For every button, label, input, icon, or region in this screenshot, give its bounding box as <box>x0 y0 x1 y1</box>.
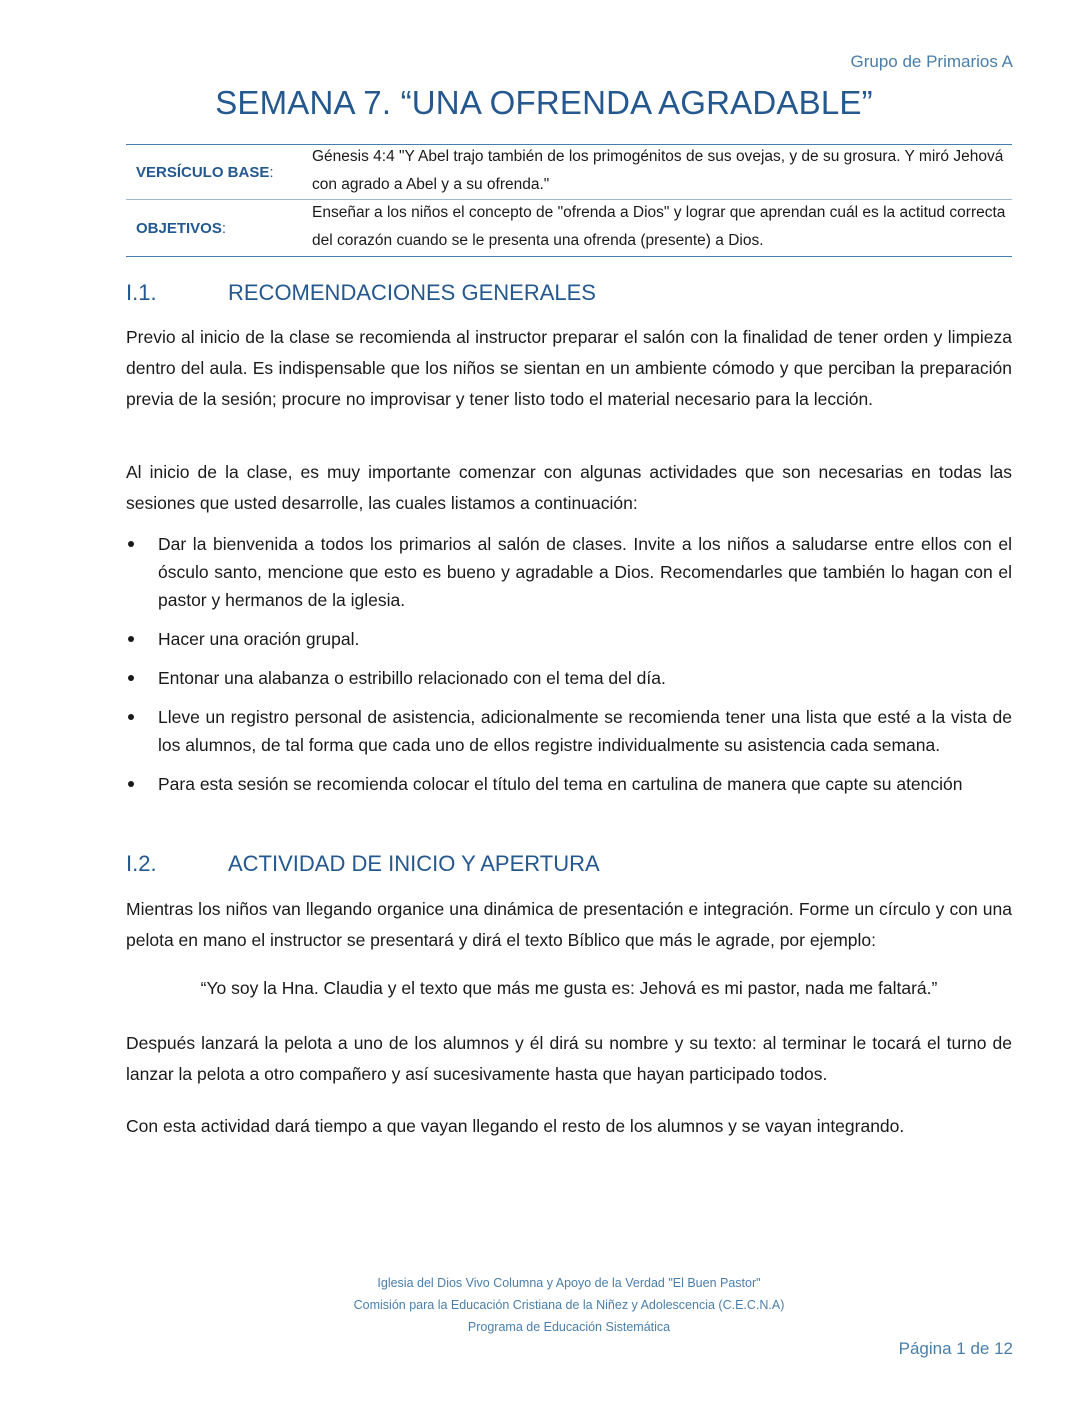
header-group-label: Grupo de Primarios A <box>850 52 1013 71</box>
recommendations-list <box>126 530 1012 809</box>
footer-line: Comisión para la Educación Cristiana de la Niñez y Adolescencia (C.E.C.N.A) <box>353 1298 785 1312</box>
bullet-icon <box>128 714 134 720</box>
list-item-text: Hacer una oración grupal. <box>158 629 360 649</box>
list-item-text: Lleve un registro personal de asistencia, adicionalmente se recomienda tener una lista que esté a la vista de los alumnos, de tal forma que cada uno de ellos registre individualmente su asistencia cada semana. <box>158 707 1012 755</box>
objectives-label: OBJETIVOS <box>136 219 222 237</box>
footer-line: Iglesia del Dios Vivo Columna y Apoyo de la Verdad "El Buen Pastor" <box>377 1276 761 1290</box>
section-heading-1 <box>126 280 596 306</box>
verse-label-colon: : <box>269 163 274 181</box>
objectives-label-colon: : <box>221 219 227 237</box>
bullet-icon <box>128 541 134 547</box>
bullet-icon <box>128 636 134 642</box>
list-item <box>126 664 1012 692</box>
section-heading-2 <box>126 851 600 877</box>
list-item-text: Para esta sesión se recomienda colocar el título del tema en cartulina de manera que capte su atención <box>158 774 963 794</box>
list-item <box>126 530 1012 614</box>
paragraph: Mientras los niños van llegando organice una dinámica de presentación e integración. Forme un círculo y con una pelota en mano el instructor se presentará y dirá el texto Bíblico que más le agrade, por ejemplo: <box>126 899 1012 950</box>
footer-line: Programa de Educación Sistemática <box>467 1320 671 1334</box>
verse-text: Génesis 4:4 "Y Abel trajo también de los primogénitos de sus ovejas, y de su grosura. Y miró Jehová con agrado a Abel y a su ofrenda." <box>312 148 1004 193</box>
objectives-label-cell <box>126 220 304 237</box>
verse-row <box>126 145 1012 199</box>
section-number: I.1. <box>126 280 157 305</box>
paragraph: Después lanzará la pelota a uno de los alumnos y él dirá su nombre y su texto: al terminar le tocará el turno de lanzar la pelota a otro compañero y así sucesivamente hasta que hayan participado todos. <box>126 1033 1012 1084</box>
list-item <box>126 703 1012 759</box>
objectives-text: Enseñar a los niños el concepto de "ofrenda a Dios" y lograr que aprendan cuál es la actitud correcta del corazón cuando se le presenta una ofrenda (presente) a Dios. <box>312 204 1006 249</box>
section-title: RECOMENDACIONES GENERALES <box>228 280 596 305</box>
verse-label-cell <box>126 164 304 181</box>
paragraph: Con esta actividad dará tiempo a que vayan llegando el resto de los alumnos y se vayan integrando. <box>126 1116 905 1136</box>
footer <box>0 1272 1088 1338</box>
paragraph: Previo al inicio de la clase se recomienda al instructor preparar el salón con la finalidad de tener orden y limpieza dentro del aula. Es indispensable que los niños se sientan en un ambiente cómodo y que perciban la preparación previa de la sesión; procure no improvisar y tener listo todo el material necesario para la lección. <box>126 327 1012 409</box>
list-item-text: Entonar una alabanza o estribillo relacionado con el tema del día. <box>158 668 666 688</box>
objectives-row <box>126 199 1012 256</box>
info-table <box>126 144 1012 257</box>
list-item-text: Dar la bienvenida a todos los primarios al salón de clases. Invite a los niños a saludarse entre ellos con el ósculo santo, mencione que esto es bueno y agradable a Dios. Recomendarles que también lo hagan con el pastor y hermanos de la iglesia. <box>158 534 1012 610</box>
section-number: I.2. <box>126 851 157 876</box>
verse-label: VERSÍCULO BASE <box>136 163 270 181</box>
page-title: SEMANA 7. “UNA OFRENDA AGRADABLE” <box>215 84 873 121</box>
section-title: ACTIVIDAD DE INICIO Y APERTURA <box>228 851 600 876</box>
list-item <box>126 770 1012 798</box>
paragraph: Al inicio de la clase, es muy importante comenzar con algunas actividades que son necesarias en todas las sesiones que usted desarrolle, las cuales listamos a continuación: <box>126 462 1012 513</box>
example-quote: “Yo soy la Hna. Claudia y el texto que más me gusta es: Jehová es mi pastor, nada me faltará.” <box>200 978 938 998</box>
list-item <box>126 625 1012 653</box>
bullet-icon <box>128 781 134 787</box>
bullet-icon <box>128 675 134 681</box>
page-number: Página 1 de 12 <box>898 1339 1013 1358</box>
